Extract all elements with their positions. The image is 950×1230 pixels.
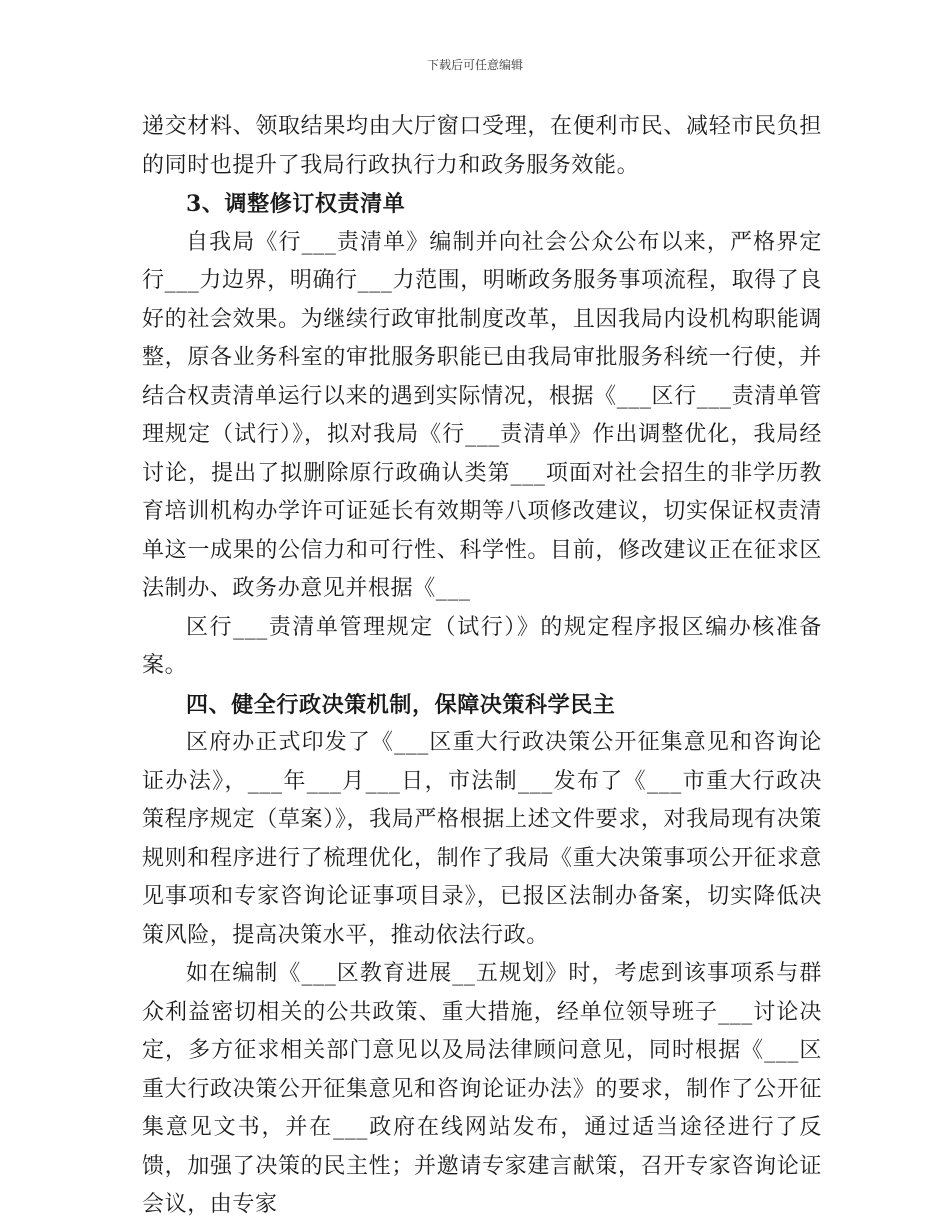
section-heading-3: 3、调整修订权责清单: [186, 191, 406, 217]
paragraph-4a: 区府办正式印发了《___区重大行政决策公开征集意见和咨询论证办法》，___年___月___日，市法制___发布了《___市重大行政决策程序规定（草案）》，我局严格根据上述文件要求，对我局现有决策规则和程序进行了梳理优化，制作了我局《重大决策事项公开征求意见事项和专家咨询论证事项目录》，已报区法制办备案，切实降低决策风险，提高决策水平，推动依法行政。: [142, 730, 822, 948]
paragraph-3b: 区行___责清单管理规定（试行）》的规定程序报区编办核准备案。: [142, 614, 822, 678]
document-body: [142, 108, 822, 1225]
page-header: 下载后可任意编辑: [426, 58, 523, 72]
paragraph-3a: 自我局《行___责清单》编制并向社会公众公布以来，严格界定行___力边界，明确行___力范围，明晰政务服务事项流程，取得了良好的社会效果。为继续行政审批制度改革，且因我局内设机构职能调整，原各业务科室的审批服务职能已由我局审批服务科统一行使，并结合权责清单运行以来的遇到实际情况，根据《___区行___责清单管理规定（试行）》，拟对我局《行___责清单》作出调整优化，我局经讨论，提出了拟删除原行政确认类第___项面对社会招生的非学历教育培训机构办学许可证延长有效期等八项修改建议，切实保证权责清单这一成果的公信力和可行性、科学性。目前，修改建议正在征求区法制办、政务办意见并根据《___: [142, 229, 822, 601]
paragraph-4b: 如在编制《___区教育进展__五规划》时，考虑到该事项系与群众利益密切相关的公共政策、重大措施，经单位领导班子___讨论决定，多方征求相关部门意见以及局法律顾问意见，同时根据《___区重大行政决策公开征集意见和咨询论证办法》的要求，制作了公开征集意见文书，并在___政府在线网站发布，通过适当途径进行了反馈，加强了决策的民主性；并邀请专家建言献策，召开专家咨询论证会议，由专家: [142, 961, 822, 1217]
section-heading-4: 四、健全行政决策机制，保障决策科学民主: [186, 691, 616, 718]
paragraph-continuation: 递交材料、领取结果均由大厅窗口受理，在便利市民、减轻市民负担的同时也提升了我局行政执行力和政务服务效能。: [142, 114, 822, 178]
